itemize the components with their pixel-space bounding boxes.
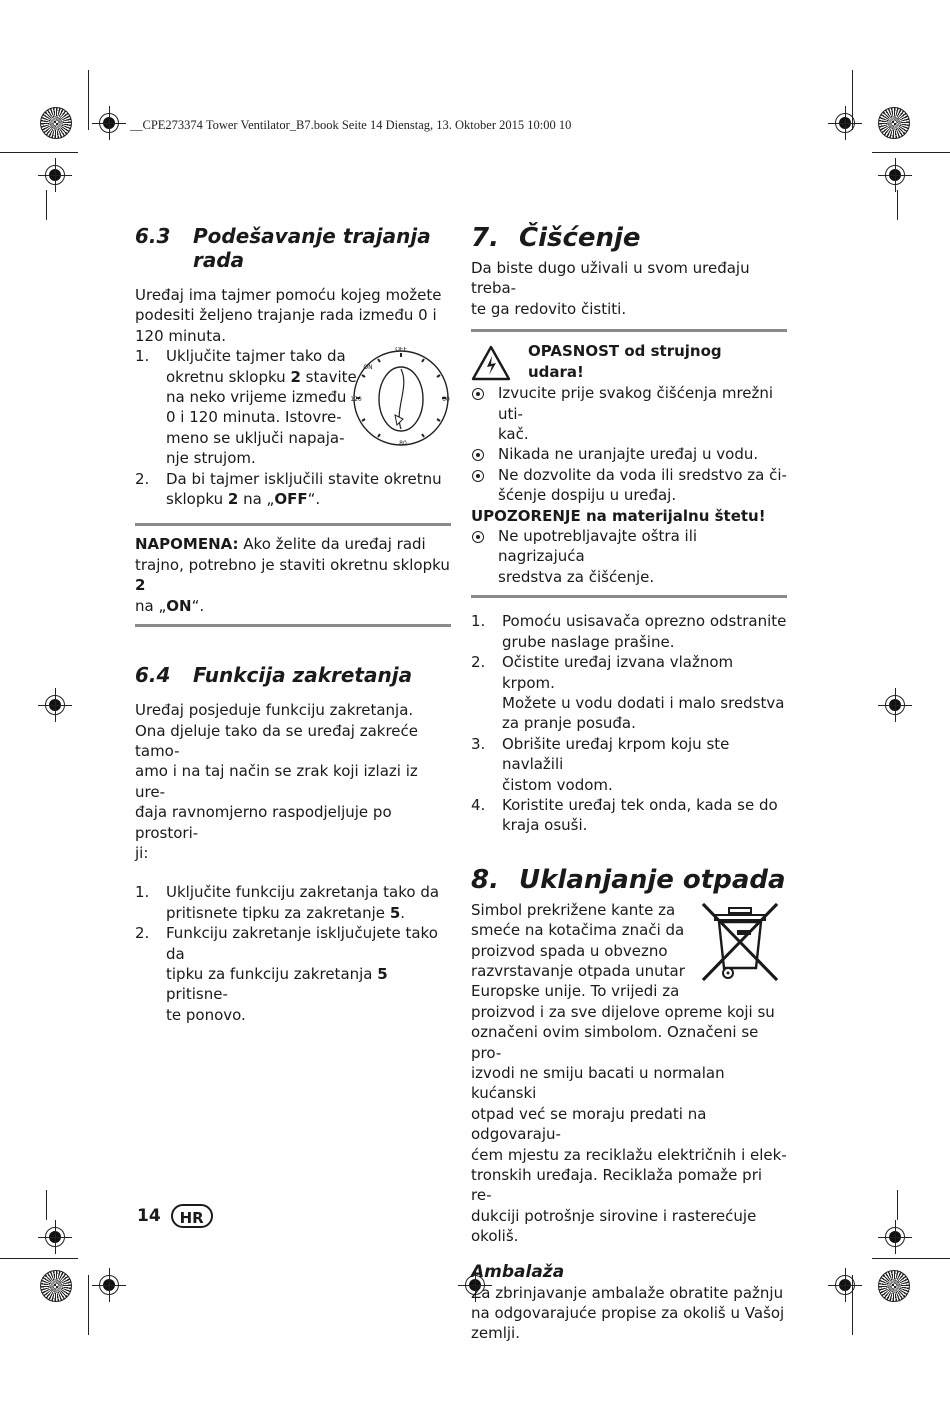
step-number: 4. xyxy=(471,795,486,814)
text-line: izvodi ne smiju bacati u normalan kućanski xyxy=(471,1064,725,1103)
crossed-out-bin-icon xyxy=(697,900,783,986)
text-line: OPASNOST od strujnog xyxy=(528,342,722,361)
text-line: Pomoću usisavača oprezno odstranite xyxy=(502,612,787,631)
step-number: 3. xyxy=(471,734,486,753)
text-line: đaja ravnomjerno raspodjeljuje po prostori- xyxy=(135,803,392,842)
text-line: Nikada ne uranjajte uređaj u vodu. xyxy=(498,445,759,464)
dial-label: 80 xyxy=(399,440,407,447)
text-line: ćem mjestu za reciklažu električnih i elek- xyxy=(471,1145,787,1164)
section-7-title xyxy=(471,222,787,254)
text-line: Koristite uređaj tek onda, kada se do xyxy=(502,795,778,814)
registration-mark xyxy=(40,160,70,190)
trim-mark xyxy=(872,152,950,153)
trim-mark xyxy=(0,1258,78,1259)
text-line: na „ON“. xyxy=(135,596,205,615)
list-item xyxy=(471,383,787,444)
cleaning-steps xyxy=(471,611,787,835)
title-line: Funkcija zakretanja xyxy=(193,663,413,688)
trim-mark xyxy=(897,1190,898,1220)
text-line: te ga redovito čistiti. xyxy=(471,299,627,318)
text-line: Da bi tajmer isključili stavite okretnu xyxy=(166,469,442,488)
dial-label: 120 xyxy=(350,396,362,403)
danger-list xyxy=(471,383,787,505)
right-column xyxy=(471,222,787,1344)
color-bar-mark xyxy=(40,1270,72,1302)
text-line: dukciji potrošnje sirovine i rasterećuje xyxy=(471,1206,757,1225)
trim-mark xyxy=(88,70,89,130)
list-item xyxy=(471,795,787,836)
paragraph xyxy=(135,285,451,346)
title-line: Podešavanje trajanja xyxy=(193,224,431,248)
text-line: Europske unije. To vrijedi za xyxy=(471,982,680,1001)
section-number: 6.3 xyxy=(135,224,171,248)
text-line: Uključite tajmer tako da xyxy=(166,347,346,366)
paragraph xyxy=(471,1283,787,1344)
text-line: otpad već se moraju predati na odgovaraju- xyxy=(471,1104,707,1144)
registration-mark xyxy=(40,1222,70,1252)
registration-mark xyxy=(880,1222,910,1252)
text-line: na neko vrijeme između xyxy=(166,388,347,407)
text-line: tipku za funkciju zakretanja 5 pritisne- xyxy=(166,964,388,1004)
list-item xyxy=(135,882,451,923)
registration-mark xyxy=(40,690,70,720)
color-bar-mark xyxy=(878,1270,910,1302)
section-6-3-title xyxy=(135,224,451,272)
print-header: __CPE273374 Tower Ventilator_B7.book Seite 14 Dienstag, 13. Oktober 2015 10:00 10 xyxy=(130,118,572,132)
step-number: 2. xyxy=(471,653,486,672)
list-item xyxy=(471,526,787,587)
text-line: Izvucite prije svakog čišćenja mrežni uti- xyxy=(498,384,774,423)
text-line: kraja osuši. xyxy=(502,816,588,835)
warning-heading: UPOZORENJE na materijalnu štetu! xyxy=(471,506,766,525)
section-6-4-title xyxy=(135,663,451,687)
text-line: udara! xyxy=(528,362,584,381)
list-item xyxy=(471,734,787,795)
text-line: Ona djeluje tako da se uređaj zakreće tamo- xyxy=(135,721,419,760)
text-line: grube naslage prašine. xyxy=(502,632,675,651)
text-line: Simbol prekrižene kante za xyxy=(471,900,676,919)
bullet-icon xyxy=(472,470,484,482)
registration-mark xyxy=(880,690,910,720)
color-bar-mark xyxy=(40,107,72,139)
section-number: 7. xyxy=(471,223,499,253)
text-line: ji: xyxy=(135,843,149,862)
title-line: Uklanjanje otpada xyxy=(519,864,786,895)
timer-dial-illustration xyxy=(350,347,452,449)
packaging-title: Ambalaža xyxy=(471,1261,565,1282)
trim-mark xyxy=(897,190,898,220)
title-line: Čišćenje xyxy=(519,223,641,253)
text-line: šćenje dospiju u uređaj. xyxy=(498,486,677,505)
step-number: 1. xyxy=(135,347,150,366)
trim-mark xyxy=(0,152,78,153)
oscillation-steps xyxy=(135,882,451,1025)
text-line: na odgovarajuće propise za okoliš u Vašoj xyxy=(471,1304,785,1323)
text-line: za pranje posuđa. xyxy=(502,714,636,733)
trim-mark xyxy=(46,190,47,220)
text-line: pritisnete tipku za zakretanje 5. xyxy=(166,903,406,922)
list-item xyxy=(471,444,787,464)
paragraph xyxy=(135,700,451,863)
section-number: 8. xyxy=(471,864,499,895)
bullet-icon xyxy=(472,531,484,543)
text-line: označeni ovim simbolom. Označeni se pro- xyxy=(471,1023,759,1062)
danger-heading xyxy=(471,341,787,383)
trim-mark xyxy=(852,70,853,130)
text-line: proizvod i za sve dijelove opreme koji su xyxy=(471,1002,775,1021)
page-footer xyxy=(137,1203,213,1229)
text-line: Ne upotrebljavajte oštra ili nagrizajuća xyxy=(498,527,698,566)
text-line: sklopku 2 na „OFF“. xyxy=(166,490,321,509)
warning-list xyxy=(471,526,787,587)
left-column xyxy=(135,224,451,1025)
text-line: trajno, potrebno je staviti okretnu sklopku 2 xyxy=(135,555,450,595)
registration-mark xyxy=(94,1270,124,1300)
text-line: razvrstavanje otpada unutar xyxy=(471,961,685,980)
text-line: Da biste dugo uživali u svom uređaju treba- xyxy=(471,259,750,298)
list-item xyxy=(135,923,451,1025)
text-line: Očistite uređaj izvana vlažnom krpom. xyxy=(502,653,734,692)
text-line: meno se uključi napaja- xyxy=(166,428,345,447)
text-line: 0 i 120 minuta. Istovre- xyxy=(166,408,342,427)
text-line: tronskih uređaja. Reciklaža pomaže pri re- xyxy=(471,1166,763,1205)
note xyxy=(135,534,451,616)
text-line: okretnu sklopku 2 stavite xyxy=(166,367,357,386)
text-line: okoliš. xyxy=(471,1227,519,1246)
text-line: Uređaj posjeduje funkciju zakretanja. xyxy=(135,701,414,720)
trim-mark xyxy=(872,1258,950,1259)
list-item xyxy=(471,465,787,506)
step-number: 2. xyxy=(135,924,150,943)
text-line: čistom vodom. xyxy=(502,775,613,794)
step-number: 1. xyxy=(135,883,150,902)
registration-mark xyxy=(880,160,910,190)
text-line: amo i na taj način se zrak koji izlazi iz ure- xyxy=(135,762,418,801)
text-line: Ne dozvolite da voda ili sredstvo za či- xyxy=(498,465,787,484)
text-line: podesiti željeno trajanje rada između 0 i xyxy=(135,306,437,325)
text-line: NAPOMENA: Ako želite da uređaj radi xyxy=(135,535,426,554)
section-8-title xyxy=(471,864,787,896)
dial-label: ON xyxy=(363,364,373,371)
text-line: Uređaj ima tajmer pomoću kojeg možete xyxy=(135,286,442,304)
text-line: smeće na kotačima znači da xyxy=(471,921,685,940)
list-item xyxy=(471,652,787,734)
text-line: 120 minuta. xyxy=(135,326,227,345)
bullet-icon xyxy=(472,449,484,461)
trim-mark xyxy=(46,1190,47,1220)
text-line: sredstva za čišćenje. xyxy=(498,567,655,586)
text-line: Za zbrinjavanje ambalaže obratite pažnju xyxy=(471,1283,784,1302)
list-item xyxy=(135,469,451,510)
step-number: 2. xyxy=(135,469,150,488)
dial-label: 60 xyxy=(442,396,450,403)
text-line: Uključite funkciju zakretanja tako da xyxy=(166,883,440,902)
trim-mark xyxy=(88,1275,89,1335)
registration-mark xyxy=(94,108,124,138)
text-line: nje strujom. xyxy=(166,449,256,468)
step-number: 1. xyxy=(471,612,486,631)
text-line: Možete u vodu dodati i malo sredstva xyxy=(502,693,785,712)
page-number: 14 xyxy=(137,1206,161,1226)
text-line: Funkciju zakretanje isključujete tako da xyxy=(166,924,438,963)
registration-mark xyxy=(830,1270,860,1300)
dial-label: OFF xyxy=(395,347,407,353)
title-line: rada xyxy=(193,248,245,272)
language-badge: HR xyxy=(171,1204,213,1228)
electric-shock-warning-icon xyxy=(471,345,511,381)
bullet-icon xyxy=(472,388,484,400)
color-bar-mark xyxy=(878,107,910,139)
section-number: 6.4 xyxy=(135,663,171,688)
text-line: proizvod spada u obvezno xyxy=(471,941,668,960)
text-line: te ponovo. xyxy=(166,1005,246,1024)
text-line: kač. xyxy=(498,425,529,444)
text-line: Obrišite uređaj krpom koju ste navlažili xyxy=(502,734,730,774)
paragraph xyxy=(471,258,787,319)
disposal-paragraph xyxy=(471,900,787,1247)
registration-mark xyxy=(830,108,860,138)
trim-mark xyxy=(852,1275,853,1335)
text-line: zemlji. xyxy=(471,1324,520,1343)
list-item xyxy=(471,611,787,652)
